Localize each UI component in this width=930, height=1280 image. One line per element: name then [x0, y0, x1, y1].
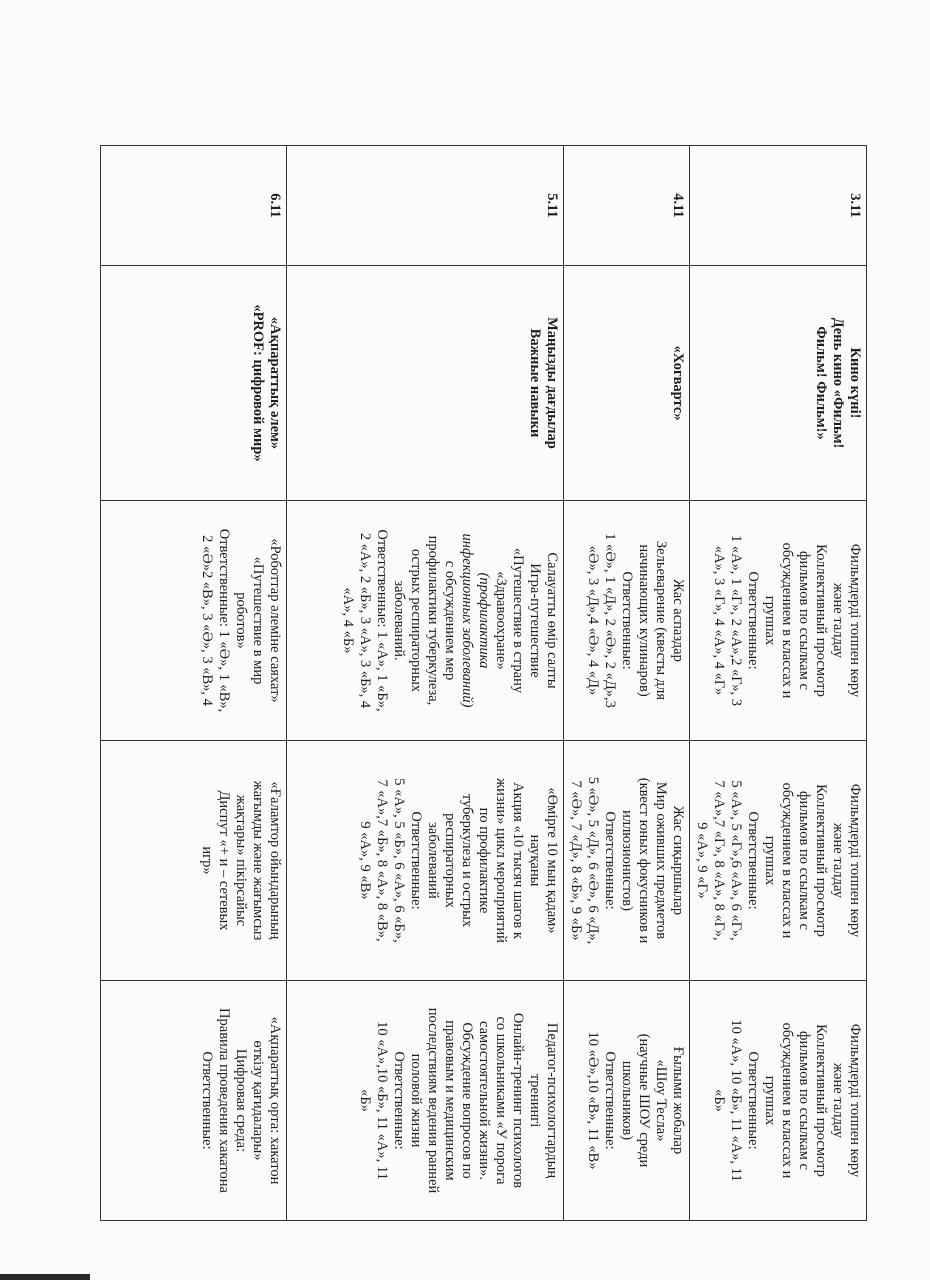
text-line: Ғылыми жобалар [670, 1046, 686, 1155]
table-row [287, 146, 564, 1221]
activity-cell-senior [690, 981, 867, 1221]
text-line: правовым и медицинским [442, 1020, 458, 1181]
activity-cell-senior [101, 981, 287, 1221]
text-line: иллюзионистов) [619, 810, 635, 911]
activity-cell-middle [101, 741, 287, 981]
text-line: Ответственные: [745, 811, 761, 910]
text-line: группах [762, 835, 778, 886]
text-line: Игра-путешествие [527, 563, 543, 678]
text-line: «Хогвартс» [670, 345, 686, 421]
text-line: 10 «А», 10 «Б», 11 «А», 11 [728, 1019, 744, 1182]
text-line: (научные ШОУ среди [636, 1033, 652, 1168]
text-line: Педагог-психологтардың [544, 1022, 560, 1179]
text-line: Ответственные: [199, 1051, 215, 1150]
text-line: және талдау [830, 583, 846, 658]
text-line: школьников) [619, 1060, 635, 1141]
text-line: 1 «Ә», 1 «Д», 2 «Ә», 2 «Д»,3 [602, 533, 618, 708]
activity-cell-middle [287, 741, 564, 981]
text-line: обсуждением в классах и [779, 782, 795, 939]
text-line: Кино күні! [847, 347, 863, 419]
row-date: 4.11 [564, 146, 690, 266]
activity-cell-senior [564, 981, 690, 1221]
text-line: «А», 3 «Г», 4 «А», 4 «Г» [711, 545, 727, 696]
event-schedule-table [100, 145, 867, 1221]
table-row [564, 146, 690, 1221]
text-line: 2 «А», 2 «Б», 3 «А», 3 «Б», 4 [357, 532, 373, 709]
text-line: Ответственные: [391, 1051, 407, 1150]
text-line: 1 «А», 1 «Г», 2 «А»,2 «Г», 3 [728, 534, 744, 707]
text-line: Жас сиқыршылар [670, 805, 686, 916]
text-line: 9 «А», 9 «В» [357, 821, 373, 900]
text-line: по профилактике [476, 807, 492, 914]
text-line: Ответственные: [745, 1051, 761, 1150]
text-line: туберкулеза и острых [459, 793, 475, 928]
text-line: острых респираторных [408, 548, 424, 693]
text-line: науқаны [527, 834, 543, 887]
text-line: «PROF: цифровой мир» [250, 304, 266, 462]
text-line: (профилактика [476, 572, 492, 669]
text-line: последствиям ведения ранней [425, 1007, 441, 1194]
text-line: профилактики туберкулеза, [425, 535, 441, 706]
text-line: Обсуждение вопросов по [459, 1022, 475, 1179]
text-line: фильмов по ссылкам с [796, 551, 812, 690]
row-theme [564, 266, 690, 501]
text-line: «Путешествие в страну [510, 547, 526, 694]
text-line: 5 «А», 5 «Б», 6 «А», 6 «Б», [391, 778, 407, 943]
text-line: «Б» [357, 1089, 373, 1112]
text-line: 10 «А»,10 «Б», 11 «А», 11 [374, 1021, 390, 1180]
activity-cell-senior [287, 981, 564, 1221]
text-line: Правила проведения хакатона [216, 1008, 232, 1193]
activity-cell-middle [564, 741, 690, 981]
text-line: Цифровая среда: [233, 1048, 249, 1153]
text-line: Зельеварение (квесты для [653, 540, 669, 701]
text-line: Фильмдерді топпен көру [847, 783, 863, 938]
text-line: және талдау [830, 1063, 846, 1138]
text-line: «Ә», 3 «Д»,4 «Ә», 4 «Д» [585, 545, 601, 696]
scan-edge-strip [0, 1274, 90, 1280]
text-line: 7 «Ә», 7 «Д», 8 «Б», 9 «Б» [568, 780, 584, 941]
text-line: с обсуждением мер [442, 560, 458, 681]
text-line: «Шоу Тесла» [653, 1059, 669, 1142]
text-line: «Ғаламтор ойындарының [267, 781, 283, 940]
text-line: Ответственные: 1 «Ә», 1 «В», [216, 528, 232, 713]
text-line: начинающих кулинаров) [636, 544, 652, 697]
text-line: респираторных [442, 813, 458, 908]
text-line: жақтары» пікірсайыс [233, 794, 249, 927]
text-line: Мир оживших предметов [653, 781, 669, 940]
text-line: Салауатты өмір салты [544, 552, 560, 689]
text-line: Коллективный просмотр [813, 784, 829, 937]
text-line: Ответственные: [602, 811, 618, 910]
text-line: және талдау [830, 823, 846, 898]
text-line: Ответственные: [619, 571, 635, 670]
text-line: жизни» цикл мероприятий [493, 778, 509, 943]
text-line: 5 «А», 5 «Г»,6 «А», 6 «Г», [728, 780, 744, 941]
text-line: Ответственные: [745, 571, 761, 670]
text-line: со школьниками «У порога [493, 1016, 509, 1185]
text-line: Акция «10 тысяч шагов к [510, 782, 526, 939]
text-line: половой жизни [408, 1053, 424, 1148]
text-line: Жас аспаздар [670, 579, 686, 662]
text-line: Ответственные: [602, 1051, 618, 1150]
text-line: тренингі [527, 1073, 543, 1128]
text-line: заболеваний. [391, 580, 407, 661]
text-line: самостоятельной жизни». [476, 1021, 492, 1180]
text-line: өткізу қағидалары» [250, 1040, 266, 1161]
row-date: 5.11 [287, 146, 564, 266]
text-line: Ответственные: [408, 811, 424, 910]
text-line: Коллективный просмотр [813, 544, 829, 697]
activity-cell-middle [690, 741, 867, 981]
text-line: группах [762, 1075, 778, 1126]
text-line: «Ақпараттық әлем» [267, 316, 283, 450]
text-line: «Путешествие в мир [250, 556, 266, 685]
text-line: Фильмдерді топпен көру [847, 543, 863, 698]
text-line: Важные навыки [527, 328, 543, 438]
text-line: 9 «А», 9 «Г» [694, 822, 710, 899]
text-line: Фильмдерді топпен көру [847, 1023, 863, 1178]
text-line: «А», 4 «Б» [340, 587, 356, 654]
text-line: Диспут «+ и – сетевых [216, 790, 232, 931]
table-row [690, 146, 867, 1221]
text-line: обсуждением в классах и [779, 542, 795, 699]
text-line: фильмов по ссылкам с [796, 791, 812, 930]
text-line: «Ақпараттық орта: хакатон [267, 1016, 283, 1185]
text-line: 5 «Ә», 5 «Д», 6 «Ә», 6 «Д», [585, 776, 601, 945]
text-line: группах [762, 595, 778, 646]
row-theme [287, 266, 564, 501]
row-theme [690, 266, 867, 501]
text-line: «Б» [711, 1089, 727, 1112]
rotated-table-wrapper [122, 145, 867, 1220]
text-line: инфекционных заболеваний) [459, 533, 475, 708]
text-line: обсуждением в классах и [779, 1022, 795, 1179]
text-line: фильмов по ссылкам с [796, 1031, 812, 1170]
row-date: 3.11 [690, 146, 867, 266]
text-line: Ответственные: 1 «А», 1 «Б», [374, 529, 390, 712]
text-line: 2 «Ә»2 «В», 3 «Ә», 3 «В», 4 [199, 535, 215, 706]
text-line: 10 «Ә»,10 «В», 11 «В» [585, 1031, 601, 1170]
text-line: 7 «А»,7 «Б», 8 «А», 8 «В», [374, 779, 390, 942]
activity-cell-primary [564, 501, 690, 741]
text-line: Фильм! Фильм!» [813, 326, 829, 440]
text-line: «Здравоохране» [493, 571, 509, 670]
text-line: Онлайн-тренинг психологов [510, 1012, 526, 1189]
table-row [101, 146, 287, 1221]
activity-cell-primary [101, 501, 287, 741]
text-line: заболеваний [425, 822, 441, 899]
row-date: 6.11 [101, 146, 287, 266]
row-theme [101, 266, 287, 501]
text-line: игр» [199, 846, 215, 875]
text-line: роботов» [233, 592, 249, 649]
text-line: «Өмірге 10 мың қадам» [544, 787, 560, 934]
text-line: «Роботтар әлеміне саяхат» [267, 538, 283, 703]
activity-cell-primary [287, 501, 564, 741]
text-line: 7 «А»,7 «Г», 8 «А», 8 «Г», [711, 780, 727, 941]
text-line: Маңызды дағдылар [544, 317, 560, 449]
text-line: жағымды және жағымсыз [250, 780, 266, 941]
text-line: День кино «Фильм! [830, 317, 846, 449]
activity-cell-primary [690, 501, 867, 741]
text-line: (квест юных фокусников и [636, 777, 652, 944]
text-line: Коллективный просмотр [813, 1024, 829, 1177]
